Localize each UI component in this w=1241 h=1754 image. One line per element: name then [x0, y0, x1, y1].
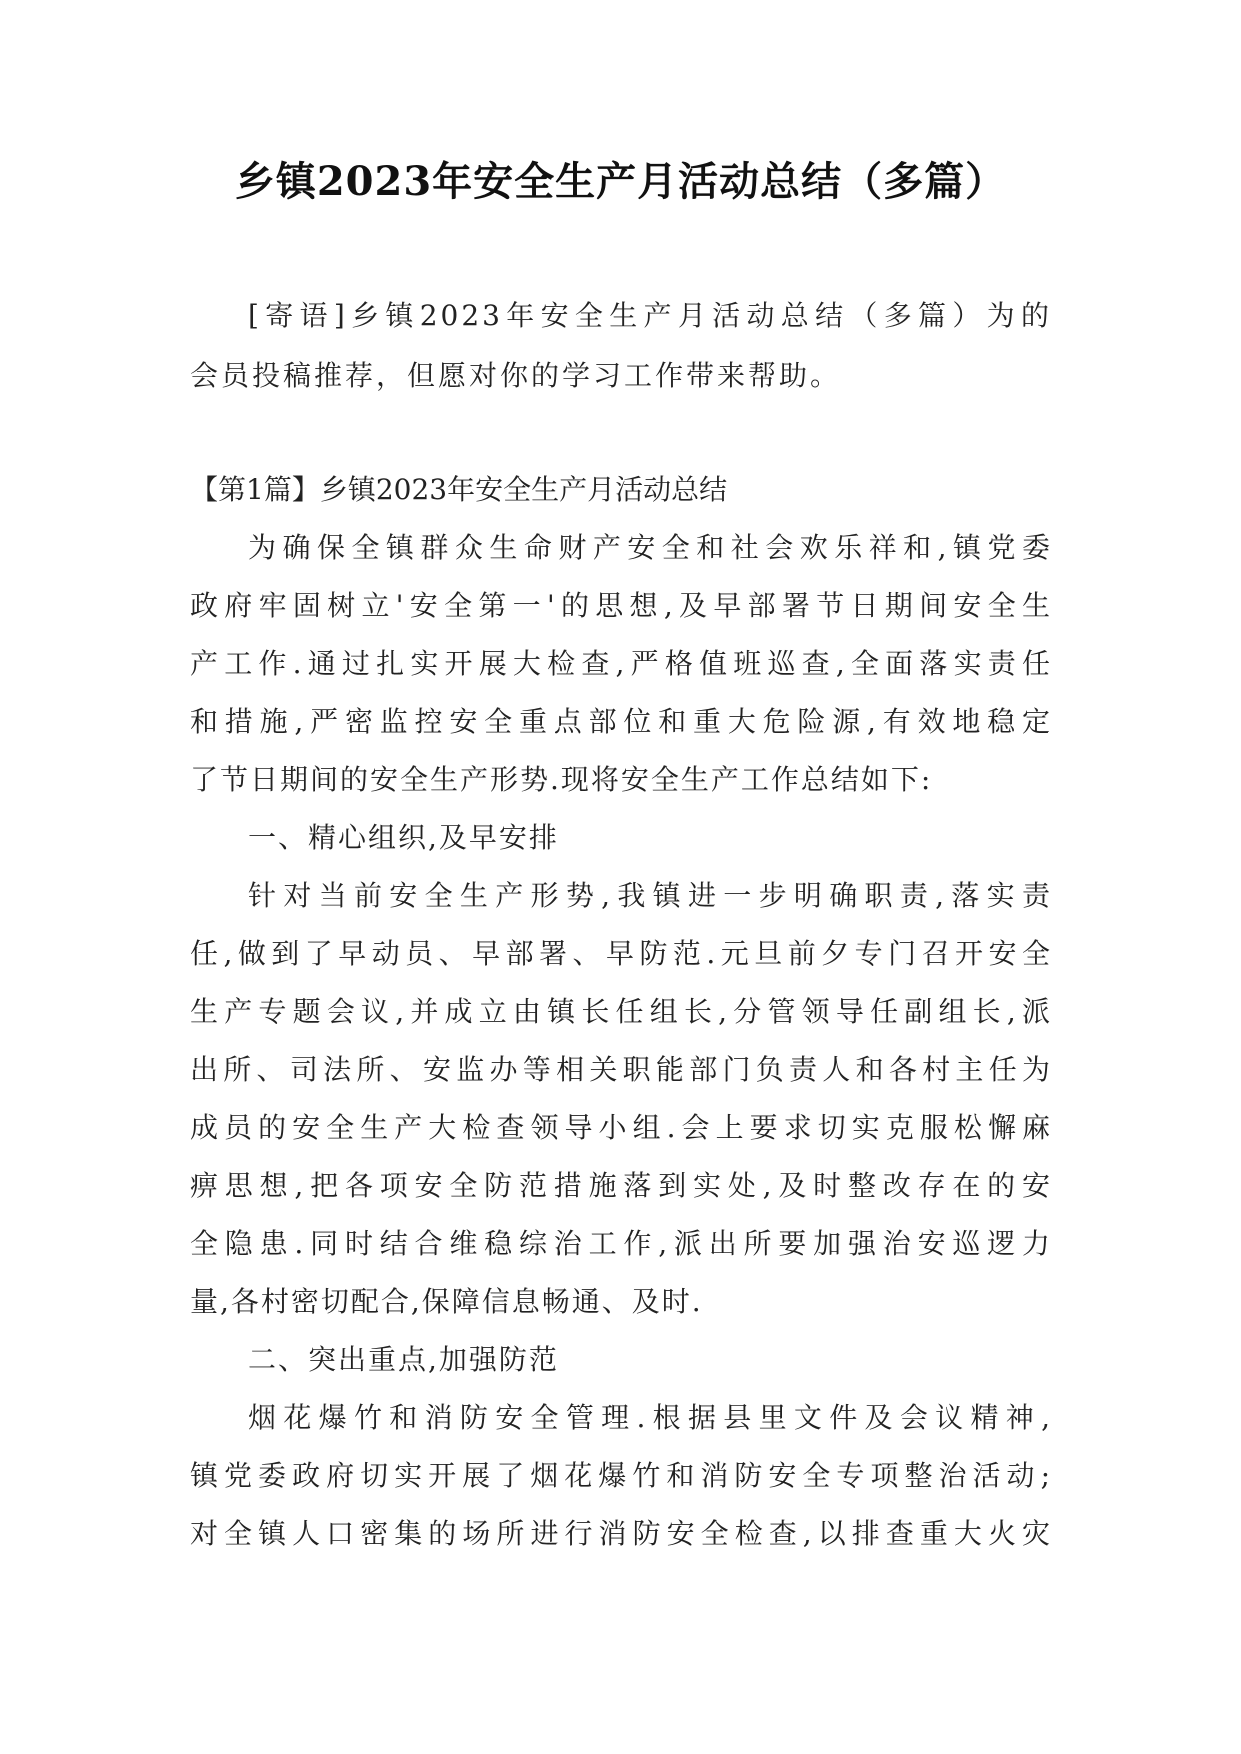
body-line: 生产专题会议,并成立由镇长任组长,分管领导任副组长,派 [190, 995, 1052, 1028]
body-line: 为确保全镇群众生命财产安全和社会欢乐祥和,镇党委 [248, 531, 1052, 564]
body-line: 出所、司法所、安监办等相关职能部门负责人和各村主任为 [190, 1053, 1052, 1086]
body-line: 全隐患.同时结合维稳综治工作,派出所要加强治安巡逻力 [190, 1227, 1052, 1260]
epigraph [190, 286, 1052, 406]
body-line: 了节日期间的安全生产形势.现将安全生产工作总结如下: [190, 763, 933, 796]
body-line: 产工作.通过扎实开展大检查,严格值班巡查,全面落实责任 [190, 647, 1052, 680]
body-line: 镇党委政府切实开展了烟花爆竹和消防安全专项整治活动; [190, 1459, 1052, 1492]
epigraph-line: 会员投稿推荐，但愿对你的学习工作带来帮助。 [190, 359, 842, 392]
body-line: 烟花爆竹和消防安全管理.根据县里文件及会议精神, [248, 1401, 1052, 1434]
section-heading: 一、精心组织,及早安排 [248, 821, 559, 854]
body-line: 政府牢固树立'安全第一'的思想,及早部署节日期间安全生 [190, 589, 1052, 622]
article-body [190, 519, 1052, 1563]
body-line: 对全镇人口密集的场所进行消防安全检查,以排查重大火灾 [190, 1517, 1052, 1550]
article-heading: 【第1篇】乡镇2023年安全生产月活动总结 [190, 473, 728, 506]
body-line: 和措施,严密监控安全重点部位和重大危险源,有效地稳定 [190, 705, 1052, 738]
body-line: 任,做到了早动员、早部署、早防范.元旦前夕专门召开安全 [190, 937, 1052, 970]
body-line: 量,各村密切配合,保障信息畅通、及时. [190, 1285, 703, 1318]
document-title: 乡镇2023年安全生产月活动总结（多篇） [234, 158, 1007, 205]
section-heading: 二、突出重点,加强防范 [248, 1343, 559, 1376]
body-line: 针对当前安全生产形势,我镇进一步明确职责,落实责 [248, 879, 1052, 912]
epigraph-line: [寄语]乡镇2023年安全生产月活动总结（多篇）为的 [248, 299, 1052, 332]
body-line: 成员的安全生产大检查领导小组.会上要求切实克服松懈麻 [190, 1111, 1052, 1144]
body-line: 痹思想,把各项安全防范措施落到实处,及时整改存在的安 [190, 1169, 1052, 1202]
